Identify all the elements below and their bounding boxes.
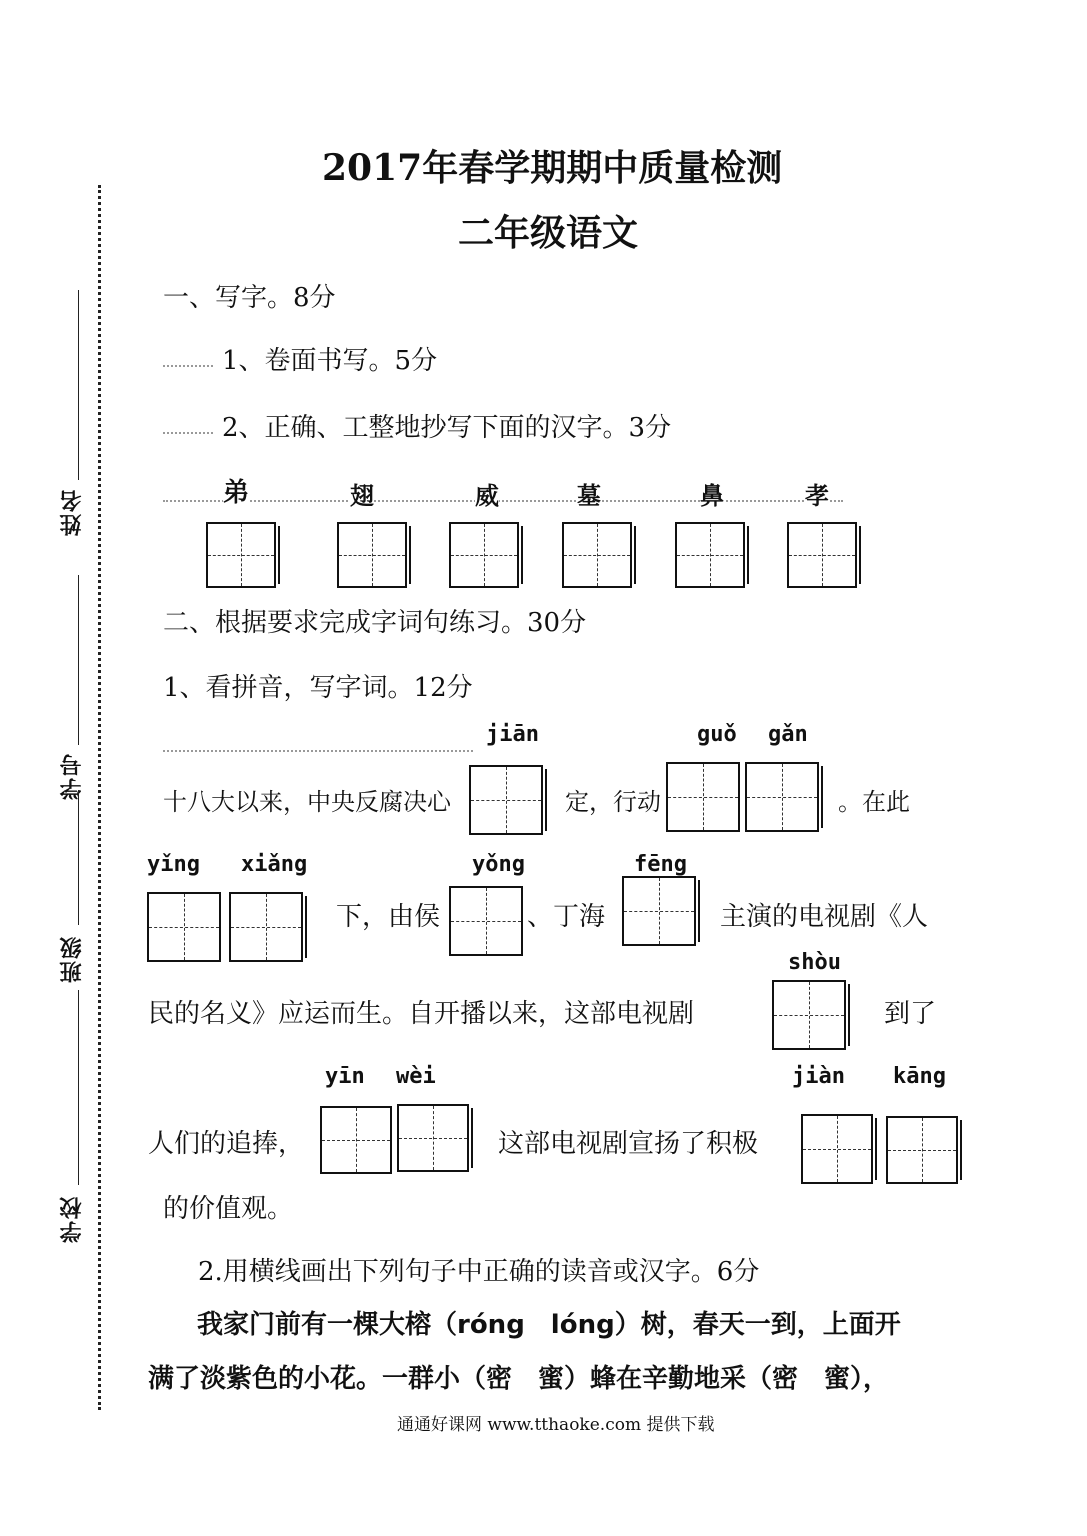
copy-char: 孝 [805, 476, 829, 511]
leader-dots [163, 750, 473, 752]
pinyin-jian: jiàn [792, 1064, 845, 1089]
pinyin-kang: kāng [893, 1064, 946, 1089]
writing-box[interactable] [449, 886, 523, 956]
section2-heading: 二、根据要求完成字词句练习。30分 [163, 608, 587, 638]
binding-dotted-line [98, 185, 101, 1410]
section1-q1: 1、卷面书写。5分 [222, 346, 438, 376]
passage-text: 民的名义》应运而生。自开播以来，这部电视剧 [148, 999, 695, 1029]
writing-box[interactable] [449, 522, 519, 588]
name-label: 姓名 [59, 488, 85, 536]
passage-text: 、丁海 [527, 902, 606, 932]
writing-box[interactable] [320, 1106, 392, 1174]
passage-text: 定，行动 [565, 788, 661, 816]
leader-dots [163, 365, 213, 367]
pinyin-xiang: xiǎng [241, 852, 308, 877]
name-underline [78, 290, 79, 480]
pinyin-wei: wèi [396, 1064, 436, 1089]
leader-dots [163, 432, 213, 434]
copy-char: 墓 [577, 476, 601, 511]
q2-sentence-line2: 满了淡紫色的小花。一群小（密 蜜）蜂在辛勤地采（密 蜜）， [148, 1364, 890, 1394]
writing-box[interactable] [772, 980, 846, 1050]
pinyin-jian: jiān [486, 722, 539, 747]
passage-text: 人们的追捧， [148, 1129, 305, 1159]
pinyin-shou: shòu [788, 950, 841, 975]
writing-box[interactable] [622, 876, 696, 946]
class-underline [78, 790, 79, 925]
writing-box[interactable] [675, 522, 745, 588]
writing-box[interactable] [397, 1104, 469, 1172]
passage-text: 的价值观。 [163, 1194, 294, 1224]
writing-box[interactable] [337, 522, 407, 588]
passage-text: 到了 [884, 999, 937, 1029]
pinyin-yin: yīn [325, 1064, 365, 1089]
school-underline [78, 990, 79, 1185]
pinyin-ying: yǐng [147, 852, 200, 877]
writing-box[interactable] [229, 892, 303, 962]
q2-sentence-line1: 我家门前有一棵大榕（róng lóng）树，春天一到，上面开 [197, 1310, 901, 1340]
section1-q2: 2、正确、工整地抄写下面的汉字。3分 [222, 413, 672, 443]
pinyin-feng: fēng [634, 852, 687, 877]
copy-char: 鼻 [700, 476, 724, 511]
writing-box[interactable] [801, 1114, 873, 1184]
passage-text: 这部电视剧宣扬了积极 [498, 1129, 759, 1159]
writing-box[interactable] [666, 762, 740, 832]
writing-box[interactable] [206, 522, 276, 588]
passage-text: 十八大以来，中央反腐决心 [163, 788, 451, 816]
footer-source: 通通好课网 www.tthaoke.com 提供下载 [397, 1415, 715, 1435]
school-label: 学校 [59, 1195, 85, 1243]
copy-char: 弟 [223, 472, 249, 509]
pinyin-yong: yǒng [472, 852, 525, 877]
class-label: 班级 [59, 935, 85, 983]
writing-box[interactable] [886, 1116, 958, 1184]
copy-char: 翅 [350, 476, 374, 511]
passage-text: 下，由侯 [336, 902, 441, 932]
copy-char: 威 [475, 476, 499, 511]
writing-box[interactable] [469, 765, 543, 835]
section2-q1: 1、看拼音，写字词。12分 [163, 673, 473, 703]
section1-heading: 一、写字。8分 [163, 283, 336, 313]
section2-q2: 2.用横线画出下列句子中正确的读音或汉字。6分 [198, 1257, 760, 1287]
leader-dots [163, 500, 843, 502]
passage-text: 。在此 [838, 788, 910, 816]
writing-box[interactable] [562, 522, 632, 588]
writing-box[interactable] [787, 522, 857, 588]
passage-text: 主演的电视剧《人 [720, 902, 929, 932]
page-title: 2017年春学期期中质量检测 [322, 147, 783, 189]
id-underline [78, 575, 79, 745]
writing-box[interactable] [147, 892, 221, 962]
pinyin-gan: gǎn [768, 722, 808, 747]
pinyin-guo: guǒ [697, 722, 737, 747]
writing-box[interactable] [745, 762, 819, 832]
id-label: 学号 [59, 752, 85, 800]
page-subtitle: 二年级语文 [458, 212, 639, 254]
